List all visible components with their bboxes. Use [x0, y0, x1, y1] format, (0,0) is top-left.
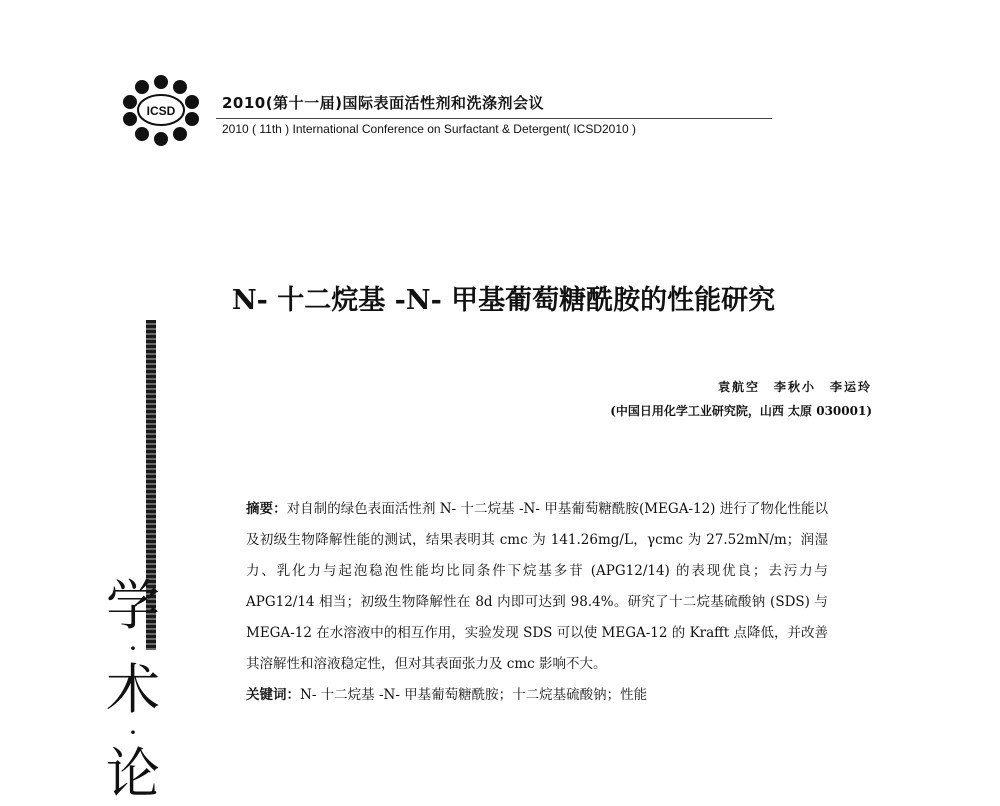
sidebar-dot: ·	[129, 720, 137, 744]
sidebar-dot: ·	[129, 636, 137, 660]
icsd-logo	[118, 72, 204, 148]
sidebar-section-label	[98, 574, 168, 806]
abstract-text: 对自制的绿色表面活性剂 N- 十二烷基 -N- 甲基葡萄糖酰胺(MEGA-12) 进行了物化性能以及初级生物降解性能的测试，结果表明其 cmc 为 141.26mg/L，γcmc 为 27.52mN/m；润湿力、乳化力与起泡稳泡性能均比同条件下烷基多苷 (APG12/14) 的表现优良；去污力与 APG12/14 相当；初级生物降解性在 8d 内即可达到 98.4%。研究了十二烷基硫酸钠 (SDS) 与 MEGA-12 在水溶液中的相互作用，实验发现 SDS 可以使 MEGA-12 的 Krafft 点降低，并改善其溶解性和溶液稳定性，但对其表面张力及 cmc 影响不大。	[246, 501, 829, 672]
abstract-paragraph	[246, 494, 828, 680]
keywords-text: N- 十二烷基 -N- 甲基葡萄糖酰胺；十二烷基硫酸钠；性能	[300, 687, 648, 703]
keywords-label: 关键词：	[246, 687, 300, 703]
abstract-label: 摘要：	[246, 501, 287, 517]
header-divider	[216, 118, 772, 119]
keywords-paragraph	[246, 680, 828, 711]
abstract-block	[246, 494, 828, 711]
sidebar-char: 术	[106, 658, 160, 721]
conference-header	[118, 72, 798, 148]
conference-name-cn: 2010(第十一届)国际表面活性剂和洗涤剂会议	[222, 94, 544, 112]
conference-name-en: 2010 ( 11th ) International Conference on Surfactant & Detergent( ICSD2010 )	[222, 122, 637, 136]
paper-title: N- 十二烷基 -N- 甲基葡萄糖酰胺的性能研究	[232, 285, 776, 316]
logo-text: ICSD	[146, 104, 176, 118]
sidebar-char: 学	[106, 574, 160, 637]
paper-affiliation: (中国日用化学工业研究院，山西 太原 030001)	[610, 404, 872, 418]
sidebar-char: 论	[106, 742, 160, 805]
paper-authors: 袁航空 李秋小 李运玲	[717, 380, 872, 394]
